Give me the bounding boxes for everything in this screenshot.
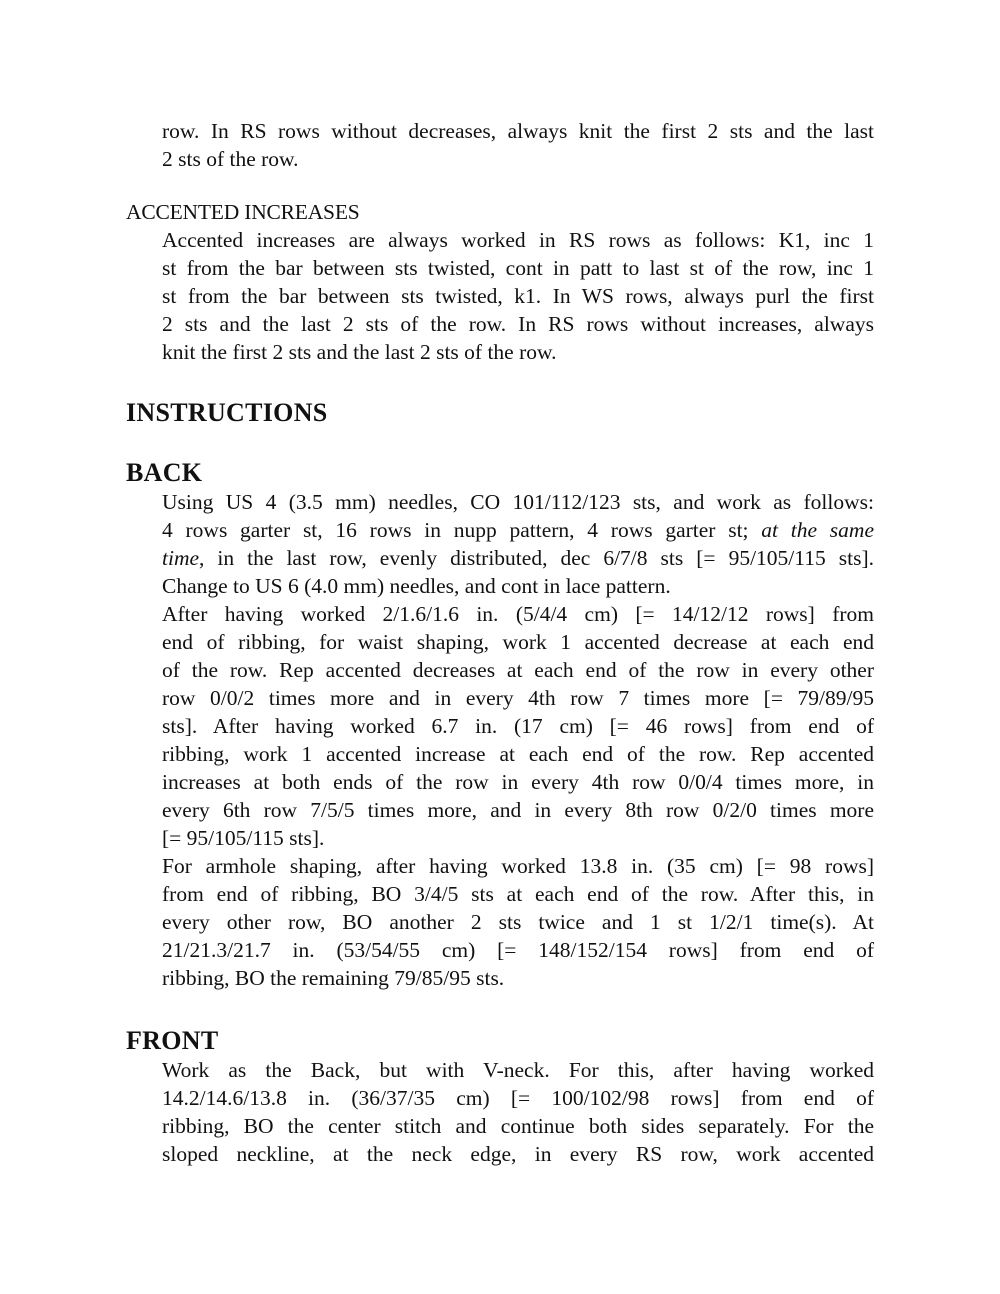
text-line: ribbing, BO the remaining 79/85/95 sts. — [162, 966, 505, 990]
text-line: sloped neckline, at the neck edge, in every RS row, work accented — [162, 1142, 874, 1166]
text-line: ribbing, BO the center stitch and continue both sides separately. For the — [162, 1114, 874, 1138]
text-line: 2 sts and the last 2 sts of the row. In RS rows without increases, always — [162, 312, 874, 336]
back-paragraph — [162, 488, 874, 992]
front-heading: FRONT — [126, 1026, 219, 1055]
back-heading: BACK — [126, 458, 203, 487]
italic-segment: at the same — [761, 518, 874, 542]
text-line: every 6th row 7/5/5 times more, and in every 8th row 0/2/0 times more — [162, 798, 874, 822]
text-line: Change to US 6 (4.0 mm) needles, and cont in lace pattern. — [162, 574, 671, 598]
text-line: knit the first 2 sts and the last 2 sts of the row. — [162, 340, 557, 364]
text-line — [162, 544, 874, 572]
accented-increases-title: ACCENTED INCREASES — [126, 200, 360, 224]
text-segment: 4 rows garter st, 16 rows in nupp pattern, 4 rows garter st; — [162, 518, 762, 542]
text-line: every other row, BO another 2 sts twice and 1 st 1/2/1 time(s). At — [162, 910, 874, 934]
text-line: After having worked 2/1.6/1.6 in. (5/4/4 cm) [= 14/12/12 rows] from — [162, 602, 874, 626]
text-line: Work as the Back, but with V-neck. For this, after having worked — [162, 1058, 874, 1082]
text-line: of the row. Rep accented decreases at each end of the row in every other — [162, 658, 874, 682]
text-line: st from the bar between sts twisted, cont in patt to last st of the row, inc 1 — [162, 256, 874, 280]
text-line: 21/21.3/21.7 in. (53/54/55 cm) [= 148/152/154 rows] from end of — [162, 938, 874, 962]
text-line: [= 95/105/115 sts]. — [162, 826, 325, 850]
text-line: row 0/0/2 times more and in every 4th row 7 times more [= 79/89/95 — [162, 686, 874, 710]
text-line: 2 sts of the row. — [162, 147, 299, 171]
instructions-heading: INSTRUCTIONS — [126, 398, 328, 427]
accented-increases-paragraph — [162, 226, 874, 366]
italic-segment: time — [162, 546, 200, 570]
text-line: sts]. After having worked 6.7 in. (17 cm) [= 46 rows] from end of — [162, 714, 874, 738]
text-line: from end of ribbing, BO 3/4/5 sts at each end of the row. After this, in — [162, 882, 874, 906]
text-line: increases at both ends of the row in every 4th row 0/0/4 times more, in — [162, 770, 874, 794]
text-line — [162, 516, 874, 544]
text-line: end of ribbing, for waist shaping, work 1 accented decrease at each end — [162, 630, 874, 654]
text-line: ribbing, work 1 accented increase at each end of the row. Rep accented — [162, 742, 874, 766]
text-segment: , in the last row, evenly distributed, dec 6/7/8 sts [= 95/105/115 sts]. — [199, 546, 874, 570]
front-paragraph — [162, 1056, 874, 1168]
text-line: st from the bar between sts twisted, k1. In WS rows, always purl the first — [162, 284, 874, 308]
intro-paragraph — [162, 117, 874, 173]
text-line: 14.2/14.6/13.8 in. (36/37/35 cm) [= 100/102/98 rows] from end of — [162, 1086, 874, 1110]
text-line: Accented increases are always worked in RS rows as follows: K1, inc 1 — [162, 228, 874, 252]
text-line: Using US 4 (3.5 mm) needles, CO 101/112/123 sts, and work as follows: — [162, 490, 874, 514]
text-line: For armhole shaping, after having worked 13.8 in. (35 cm) [= 98 rows] — [162, 854, 874, 878]
text-line: row. In RS rows without decreases, always knit the first 2 sts and the last — [162, 119, 874, 143]
